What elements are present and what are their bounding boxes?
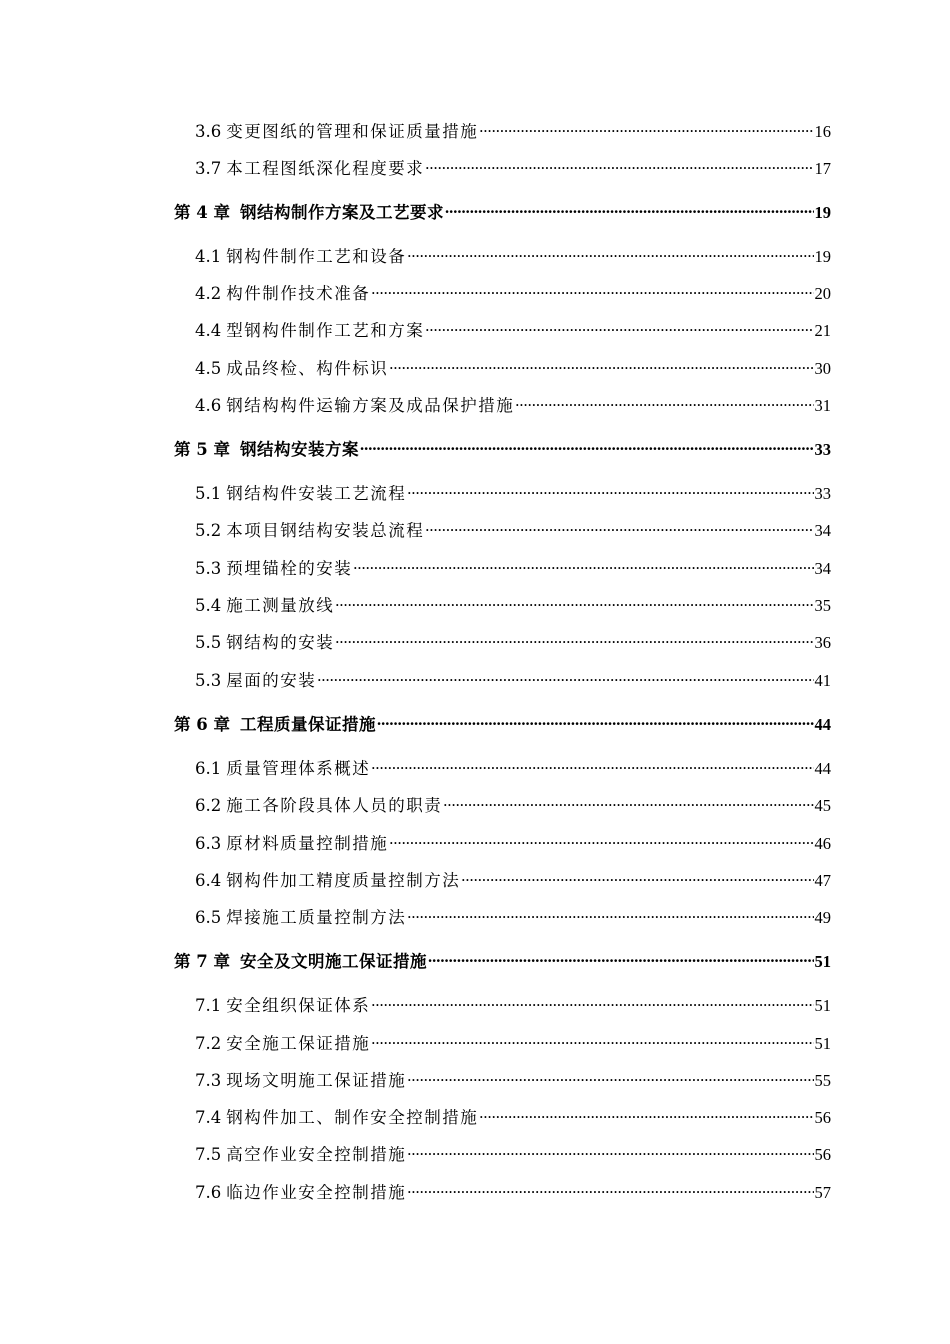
toc-entry-number: 5.4 (195, 596, 222, 615)
toc-dot-leader (461, 870, 813, 887)
toc-entry-number: 第 5 章 (174, 440, 230, 459)
toc-section-entry[interactable] (195, 392, 831, 416)
toc-entry-number: 7.2 (195, 1034, 222, 1053)
toc-page-number: 36 (814, 633, 831, 652)
toc-dot-leader (407, 1144, 813, 1161)
toc-entry-title: 钢结构构件运输方案及成品保护措施 (226, 396, 515, 415)
toc-page-number: 41 (814, 671, 831, 690)
toc-page-number: 34 (814, 559, 831, 578)
toc-entry-number: 7.3 (195, 1071, 222, 1090)
toc-entry-title: 临边作业安全控制措施 (226, 1183, 407, 1202)
toc-page-number: 34 (814, 521, 831, 540)
toc-entry-number: 4.5 (195, 359, 222, 378)
toc-entry-title: 钢结构制作方案及工艺要求 (239, 203, 444, 222)
toc-section-entry[interactable] (195, 480, 831, 504)
toc-entry-title: 型钢构件制作工艺和方案 (226, 321, 425, 340)
toc-page-number: 16 (814, 122, 831, 141)
toc-entry-number: 5.1 (195, 484, 222, 503)
toc-page-number: 31 (814, 396, 831, 415)
toc-dot-leader (425, 158, 813, 175)
toc-entry-number: 7.4 (195, 1108, 222, 1127)
toc-section-entry[interactable] (195, 1104, 831, 1128)
toc-entry-title: 安全及文明施工保证措施 (239, 952, 427, 971)
toc-page-number: 44 (814, 715, 831, 734)
toc-page-number: 19 (814, 203, 831, 222)
toc-page-number: 57 (814, 1183, 831, 1202)
toc-entry-title: 高空作业安全控制措施 (226, 1145, 407, 1164)
toc-entry-number: 7.6 (195, 1183, 222, 1202)
toc-dot-leader (317, 670, 813, 687)
toc-entry-title: 施工各阶段具体人员的职责 (226, 796, 443, 815)
toc-entry-number: 5.5 (195, 633, 222, 652)
toc-dot-leader (407, 1182, 813, 1199)
toc-page-number: 55 (814, 1071, 831, 1090)
toc-entry-number: 5.3 (195, 671, 222, 690)
toc-entry-number: 3.7 (195, 159, 222, 178)
toc-section-entry[interactable] (195, 1067, 831, 1091)
toc-entry-title: 本项目钢结构安装总流程 (226, 521, 425, 540)
toc-dot-leader (407, 246, 813, 263)
toc-entry-number: 6.4 (195, 871, 222, 890)
toc-page-number: 45 (814, 796, 831, 815)
toc-section-entry[interactable] (195, 904, 831, 928)
toc-section-entry[interactable] (195, 992, 831, 1016)
toc-section-entry[interactable] (195, 1179, 831, 1203)
toc-entry-number: 第 7 章 (174, 952, 230, 971)
toc-dot-leader (371, 758, 813, 775)
toc-dot-leader (428, 951, 814, 968)
toc-entry-number: 5.2 (195, 521, 222, 540)
toc-page-number: 49 (814, 908, 831, 927)
toc-entry-number: 6.5 (195, 908, 222, 927)
toc-page-number: 46 (814, 834, 831, 853)
toc-entry-title: 安全施工保证措施 (226, 1034, 371, 1053)
toc-dot-leader (407, 907, 813, 924)
toc-page-number: 19 (814, 247, 831, 266)
toc-entry-title: 变更图纸的管理和保证质量措施 (226, 122, 479, 141)
toc-page-number: 20 (814, 284, 831, 303)
toc-entry-number: 4.4 (195, 321, 222, 340)
toc-dot-leader (425, 320, 813, 337)
toc-entry-title: 钢构件制作工艺和设备 (226, 247, 407, 266)
toc-page-number: 17 (814, 159, 831, 178)
toc-page-number: 44 (814, 759, 831, 778)
toc-entry-title: 质量管理体系概述 (226, 759, 371, 778)
toc-page-number: 30 (814, 359, 831, 378)
toc-section-entry[interactable] (195, 755, 831, 779)
toc-entry-number: 第 4 章 (174, 203, 230, 222)
toc-page-number: 51 (814, 996, 831, 1015)
toc-chapter-entry[interactable] (174, 948, 831, 972)
toc-chapter-entry[interactable] (174, 711, 831, 735)
toc-section-entry[interactable] (195, 355, 831, 379)
toc-dot-leader (360, 439, 814, 456)
toc-entry-title: 预埋锚栓的安装 (226, 559, 353, 578)
toc-dot-leader (443, 795, 813, 812)
toc-page-number: 51 (814, 1034, 831, 1053)
toc-section-entry[interactable] (195, 792, 831, 816)
toc-dot-leader (425, 520, 813, 537)
toc-entry-title: 工程质量保证措施 (239, 715, 376, 734)
toc-page-number: 33 (814, 484, 831, 503)
toc-entry-title: 安全组织保证体系 (226, 996, 371, 1015)
toc-entry-title: 钢构件加工、制作安全控制措施 (226, 1108, 479, 1127)
toc-entry-title: 焊接施工质量控制方法 (226, 908, 407, 927)
toc-section-entry[interactable] (195, 592, 831, 616)
toc-entry-number: 6.1 (195, 759, 222, 778)
toc-dot-leader (445, 202, 814, 219)
toc-chapter-entry[interactable] (174, 199, 831, 223)
toc-dot-leader (371, 283, 813, 300)
toc-entry-title: 钢结构件安装工艺流程 (226, 484, 407, 503)
toc-entry-number: 6.3 (195, 834, 222, 853)
toc-page-number: 56 (814, 1108, 831, 1127)
toc-entry-title: 施工测量放线 (226, 596, 335, 615)
toc-entry-title: 钢结构安装方案 (239, 440, 359, 459)
toc-entry-number: 7.1 (195, 996, 222, 1015)
toc-page-number: 21 (814, 321, 831, 340)
toc-section-entry[interactable] (195, 317, 831, 341)
toc-section-entry[interactable] (195, 667, 831, 691)
toc-dot-leader (377, 714, 814, 731)
toc-entry-number: 4.2 (195, 284, 222, 303)
toc-dot-leader (479, 1107, 813, 1124)
toc-section-entry[interactable] (195, 118, 831, 142)
toc-page-number: 56 (814, 1145, 831, 1164)
toc-dot-leader (407, 483, 813, 500)
toc-entry-title: 构件制作技术准备 (226, 284, 371, 303)
toc-section-entry[interactable] (195, 155, 831, 179)
toc-page-number: 33 (814, 440, 831, 459)
toc-section-entry[interactable] (195, 280, 831, 304)
toc-entry-title: 现场文明施工保证措施 (226, 1071, 407, 1090)
toc-entry-title: 钢构件加工精度质量控制方法 (226, 871, 461, 890)
toc-page-number: 47 (814, 871, 831, 890)
toc-entry-number: 3.6 (195, 122, 222, 141)
toc-section-entry[interactable] (195, 243, 831, 267)
toc-dot-leader (335, 632, 813, 649)
toc-section-entry[interactable] (195, 1030, 831, 1054)
toc-dot-leader (389, 358, 813, 375)
toc-section-entry[interactable] (195, 830, 831, 854)
toc-entry-number: 4.6 (195, 396, 222, 415)
toc-section-entry[interactable] (195, 1141, 831, 1165)
toc-dot-leader (353, 558, 813, 575)
toc-entry-number: 7.5 (195, 1145, 222, 1164)
toc-entry-title: 本工程图纸深化程度要求 (226, 159, 425, 178)
toc-entry-number: 第 6 章 (174, 715, 230, 734)
toc-entry-number: 5.3 (195, 559, 222, 578)
toc-section-entry[interactable] (195, 867, 831, 891)
toc-dot-leader (335, 595, 813, 612)
toc-dot-leader (479, 121, 813, 138)
toc-entry-number: 4.1 (195, 247, 222, 266)
toc-dot-leader (371, 995, 813, 1012)
toc-dot-leader (407, 1070, 813, 1087)
toc-entry-title: 原材料质量控制措施 (226, 834, 389, 853)
toc-entry-title: 成品终检、构件标识 (226, 359, 389, 378)
toc-chapter-entry[interactable] (174, 436, 831, 460)
toc-entry-title: 屋面的安装 (226, 671, 317, 690)
toc-dot-leader (371, 1033, 813, 1050)
toc-entry-title: 钢结构的安装 (226, 633, 335, 652)
toc-page-number: 51 (814, 952, 831, 971)
toc-section-entry[interactable] (195, 629, 831, 653)
toc-dot-leader (515, 395, 813, 412)
toc-section-entry[interactable] (195, 555, 831, 579)
toc-page-number: 35 (814, 596, 831, 615)
toc-dot-leader (389, 833, 813, 850)
toc-entry-number: 6.2 (195, 796, 222, 815)
toc-section-entry[interactable] (195, 517, 831, 541)
